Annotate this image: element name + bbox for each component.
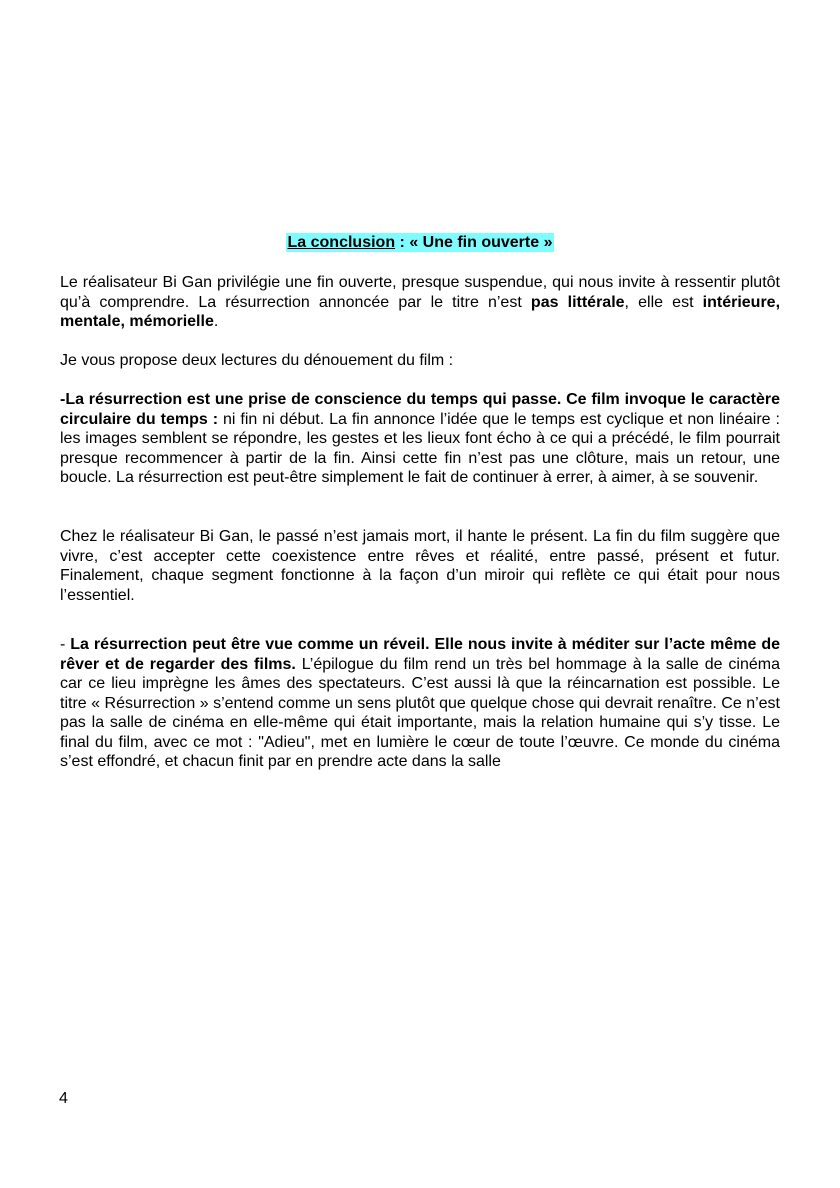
lead-paragraph: Je vous propose deux lectures du dénouement du film : xyxy=(60,352,454,369)
intro-paragraph xyxy=(60,273,780,332)
reading-one-paragraph xyxy=(60,390,780,488)
section-title xyxy=(0,232,840,254)
title-separator: : xyxy=(395,234,410,251)
reading-one-continuation: Chez le réalisateur Bi Gan, le passé n’est jamais mort, il hante le présent. La fin du film suggère que vivre, c’est accepter cette coexistence entre rêves et réalité, entre passé, présent et futur. Finalement, chaque segment fonctionne à la façon d’un miroir qui reflète ce qui était pour nous l’essentiel. xyxy=(60,528,780,604)
title-quote: « Une fin ouverte » xyxy=(409,234,553,251)
page-number: 4 xyxy=(59,1090,68,1107)
intro-text-2: , elle est xyxy=(624,293,703,311)
title-label: La conclusion xyxy=(287,234,396,251)
reading-two-paragraph xyxy=(60,635,780,772)
reading-two-heading: La résurrection peut être vue comme un réveil. Elle nous invite à méditer sur l’acte même de rêver et de regarder des films. xyxy=(60,636,780,673)
reading-one-heading: -La résurrection est une prise de conscience du temps qui passe. Ce film invoque le caractère circulaire du temps : xyxy=(60,391,780,428)
intro-bold-1: pas littérale xyxy=(530,293,625,311)
reading-two-text: L’épilogue du film rend un très bel hommage à la salle de cinéma car ce lieu imprègne les âmes des spectateurs. C’est aussi là que la réincarnation est possible. Le titre « Résurrection » s’entend comme un sens plutôt que quelque chose qui devrait renaître. Ce n’est pas la salle de cinéma en elle-même qui était importante, mais la relation humaine qui s’y tisse. Le final du film, avec ce mot : "Adieu", met en lumière le cœur de toute l’œuvre. Ce monde du cinéma s’est effondré, et chacun finit par en prendre acte dans la salle xyxy=(60,655,780,770)
reading-one-text: ni fin ni début. La fin annonce l’idée que le temps est cyclique et non linéaire : les images semblent se répondre, les gestes et les lieux font écho à ce qui a précédé, le film pourrait presque recommencer à partir de la fin. Ainsi cette fin n’est pas une clôture, mais un retour, une boucle. La résurrection est peut-être simplement le fait de continuer à errer, à aimer, à se souvenir. xyxy=(60,410,780,486)
intro-bold-2: intérieure, mentale, mémorielle xyxy=(60,293,781,330)
title-highlight xyxy=(286,233,555,252)
intro-text-1: Le réalisateur Bi Gan privilégie une fin ouverte, presque suspendue, qui nous invite à ressentir plutôt qu’à comprendre. La résurrection annoncée par le titre n’est xyxy=(60,274,780,311)
reading-two-dash: - xyxy=(60,636,71,653)
intro-text-3: . xyxy=(213,313,219,330)
